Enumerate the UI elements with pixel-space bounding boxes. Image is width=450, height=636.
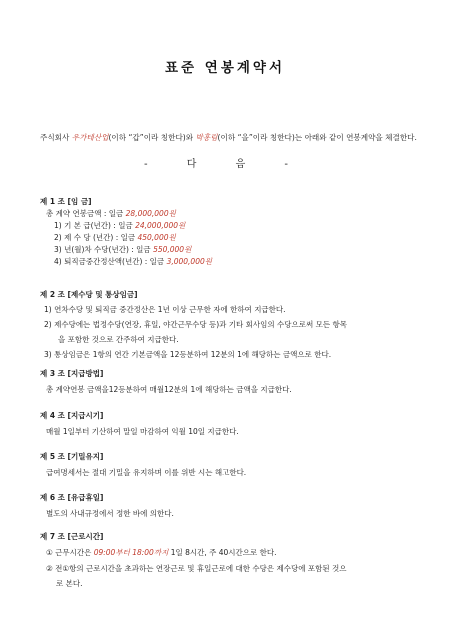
intro-paragraph: [40, 129, 420, 147]
article-7-prefix: ① 근무시간은: [46, 548, 94, 557]
article-2-line: 1) 연차수당 및 퇴직금 중간정산은 1년 이상 근무한 자에 한하여 지급한다.: [44, 305, 286, 314]
article-1-heading: 제 1 조 [임 금]: [40, 197, 92, 206]
article-5-heading: 제 5 조 [기밀유지]: [40, 452, 104, 461]
article-7-line: ② 전①항의 근로시간을 초과하는 연장근로 및 휴일근로에 대한 수당은 제수당에 포함된 것으: [46, 564, 347, 573]
article-4-text: 매월 1일부터 기산하여 말일 마감하여 익월 10일 지급한다.: [46, 427, 239, 436]
article-7-line: [40, 543, 347, 559]
article-6: [40, 492, 174, 520]
total-label: 총 계약 연봉금액 : 일금: [46, 209, 126, 218]
article-5-text: 급여명세서는 절대 기밀을 유지하며 이를 위반 시는 해고한다.: [46, 468, 247, 477]
article-3: [40, 368, 292, 396]
article-1: [40, 196, 212, 268]
article-3-heading: 제 3 조 [지급방법]: [40, 369, 104, 378]
article-7-heading: 제 7 조 [근로시간]: [40, 532, 104, 541]
total-value: 28,000,000원: [125, 209, 176, 218]
work-hours: 09:00부터 18:00까지: [93, 548, 169, 557]
item-label: 4) 퇴직금중간정산액(년간) : 일금: [54, 257, 167, 266]
item-value: 24,000,000원: [135, 221, 186, 230]
article-1-total: [40, 208, 212, 220]
item-label: 3) 년(월)차 수당(년간) : 일금: [54, 245, 154, 254]
article-2-line: 2) 제수당에는 법정수당(연장, 휴일, 야간근무수당 등)과 기타 회사임의 수당으로써 모든 항목: [44, 320, 347, 329]
article-6-heading: 제 6 조 [유급휴일]: [40, 493, 104, 502]
article-1-item: [40, 220, 212, 232]
item-value: 3,000,000원: [166, 257, 212, 266]
article-7: [40, 531, 347, 590]
item-value: 450,000원: [137, 233, 176, 242]
article-2: [40, 289, 347, 361]
article-2-heading: 제 2 조 [제수당 및 통상임금]: [40, 290, 138, 299]
article-2-line: 을 포함한 것으로 간주하여 지급한다.: [58, 335, 179, 344]
article-3-text: 총 계약연봉 금액을12등분하여 매월12분의 1에 해당하는 금액을 지급한다.: [46, 385, 292, 394]
article-5: [40, 451, 246, 479]
document-title: 표준 연봉계약서: [165, 60, 285, 76]
intro-mid2: (이하 “을”이라 칭한다)는 아래와 같이 연봉계약을 체결한다.: [217, 133, 417, 142]
intro-mid1: (이하 “갑”이라 칭한다)와: [108, 133, 196, 142]
article-1-item: [40, 256, 212, 268]
article-4-heading: 제 4 조 [지급시기]: [40, 411, 104, 420]
article-4: [40, 410, 239, 438]
employee-name: 박홍림: [195, 133, 218, 142]
article-7-line: 로 본다.: [56, 579, 83, 588]
item-label: 1) 기 본 급(년간) : 일금: [54, 221, 136, 230]
article-6-text: 별도의 사내규정에서 정한 바에 의한다.: [46, 509, 174, 518]
intro-prefix: 주식회사: [40, 133, 72, 142]
company-name: 우가테산업: [71, 133, 109, 142]
daum-divider: - 다 음 -: [143, 159, 307, 170]
article-7-suffix: 1일 8시간, 주 40시간으로 한다.: [168, 548, 277, 557]
item-label: 2) 제 수 당 (년간) : 일금: [54, 233, 138, 242]
item-value: 550,000원: [153, 245, 192, 254]
article-1-item: [40, 244, 212, 256]
article-1-item: [40, 232, 212, 244]
article-2-line: 3) 통상임금은 1항의 연간 기본금액을 12등분하여 12분의 1에 해당하는 금액으로 한다.: [44, 350, 332, 359]
